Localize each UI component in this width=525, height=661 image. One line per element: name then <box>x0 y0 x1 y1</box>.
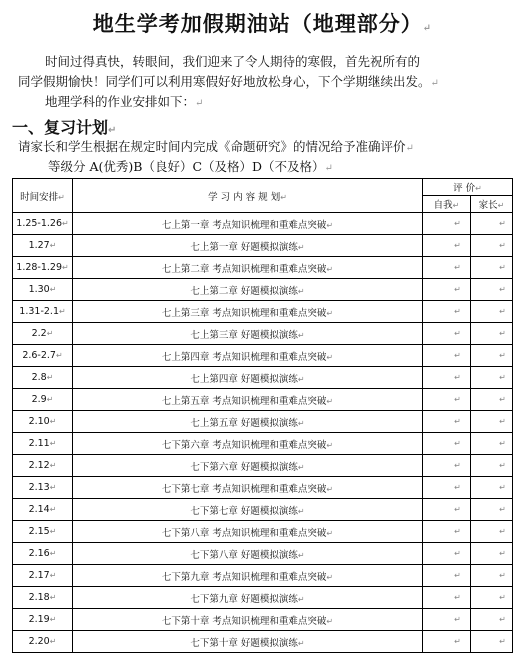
parent-eval-cell[interactable]: ↵ <box>471 235 513 257</box>
grade-scale-line <box>48 157 333 178</box>
parent-eval-cell[interactable]: ↵ <box>471 389 513 411</box>
row-content: 七下第六章 考点知识梳理和重难点突破↵ <box>73 433 423 455</box>
row-date: 2.19↵ <box>13 609 73 631</box>
self-eval-cell[interactable]: ↵ <box>423 257 471 279</box>
self-eval-cell[interactable]: ↵ <box>423 499 471 521</box>
table-row <box>13 609 513 631</box>
intro-line-1 <box>45 52 420 71</box>
row-date: 2.17↵ <box>13 565 73 587</box>
row-content: 七下第七章 考点知识梳理和重难点突破↵ <box>73 477 423 499</box>
parent-eval-cell[interactable]: ↵ <box>471 565 513 587</box>
row-date: 2.16↵ <box>13 543 73 565</box>
self-eval-cell[interactable]: ↵ <box>423 433 471 455</box>
row-content: 七上第一章 好题模拟演练↵ <box>73 235 423 257</box>
row-date: 2.13↵ <box>13 477 73 499</box>
title-text: 地生学考加假期油站（地理部分） <box>92 11 423 36</box>
table-row <box>13 477 513 499</box>
parent-eval-cell[interactable]: ↵ <box>471 213 513 235</box>
self-eval-cell[interactable]: ↵ <box>423 389 471 411</box>
parent-eval-cell[interactable]: ↵ <box>471 367 513 389</box>
parent-eval-cell[interactable]: ↵ <box>471 477 513 499</box>
paragraph-mark-icon: ↵ <box>422 23 433 34</box>
table-row <box>13 279 513 301</box>
row-date: 2.11↵ <box>13 433 73 455</box>
table-row <box>13 323 513 345</box>
intro-line-3-text: 地理学科的作业安排如下： <box>45 94 196 109</box>
parent-eval-cell[interactable]: ↵ <box>471 499 513 521</box>
self-eval-cell[interactable]: ↵ <box>423 631 471 653</box>
paragraph-mark-icon: ↵ <box>405 143 414 154</box>
row-date: 2.20↵ <box>13 631 73 653</box>
row-content: 七上第三章 考点知识梳理和重难点突破↵ <box>73 301 423 323</box>
self-eval-cell[interactable]: ↵ <box>423 301 471 323</box>
self-eval-cell[interactable]: ↵ <box>423 455 471 477</box>
table-row <box>13 455 513 477</box>
col-header-self: 自我↵ <box>423 196 471 213</box>
row-date: 2.12↵ <box>13 455 73 477</box>
self-eval-cell[interactable]: ↵ <box>423 367 471 389</box>
row-date: 1.27↵ <box>13 235 73 257</box>
parent-eval-cell[interactable]: ↵ <box>471 279 513 301</box>
row-content: 七下第九章 好题模拟演练↵ <box>73 587 423 609</box>
intro-line-3 <box>45 92 203 113</box>
row-content: 七上第二章 好题模拟演练↵ <box>73 279 423 301</box>
row-date: 2.14↵ <box>13 499 73 521</box>
intro-line-1-text: 时间过得真快，转眼间，我们迎来了令人期待的寒假，首先祝所有的 <box>45 54 421 69</box>
table-row <box>13 389 513 411</box>
self-eval-cell[interactable]: ↵ <box>423 609 471 631</box>
table-row <box>13 521 513 543</box>
row-content: 七下第八章 考点知识梳理和重难点突破↵ <box>73 521 423 543</box>
study-plan-table <box>12 178 513 653</box>
row-content: 七上第一章 考点知识梳理和重难点突破↵ <box>73 213 423 235</box>
table-row <box>13 565 513 587</box>
col-header-parent: 家长↵ <box>471 196 513 213</box>
parent-eval-cell[interactable]: ↵ <box>471 455 513 477</box>
row-date: 2.6-2.7↵ <box>13 345 73 367</box>
table-row <box>13 499 513 521</box>
row-content: 七下第七章 好题模拟演练↵ <box>73 499 423 521</box>
parent-eval-cell[interactable]: ↵ <box>471 543 513 565</box>
table-row <box>13 345 513 367</box>
row-date: 2.2↵ <box>13 323 73 345</box>
parent-eval-cell[interactable]: ↵ <box>471 433 513 455</box>
row-date: 2.10↵ <box>13 411 73 433</box>
col-header-content: 学 习 内 容 规 划↵ <box>73 179 423 213</box>
table-row <box>13 257 513 279</box>
self-eval-cell[interactable]: ↵ <box>423 565 471 587</box>
row-content: 七下第九章 考点知识梳理和重难点突破↵ <box>73 565 423 587</box>
row-content: 七下第十章 考点知识梳理和重难点突破↵ <box>73 609 423 631</box>
paragraph-mark-icon: ↵ <box>324 163 333 174</box>
paragraph-mark-icon: ↵ <box>430 78 439 89</box>
row-content: 七上第五章 考点知识梳理和重难点突破↵ <box>73 389 423 411</box>
intro-line-2-text: 同学假期愉快！同学们可以利用寒假好好地放松身心，下个学期继续出发。 <box>18 74 431 89</box>
row-content: 七上第三章 好题模拟演练↵ <box>73 323 423 345</box>
table-row <box>13 587 513 609</box>
row-date: 2.15↵ <box>13 521 73 543</box>
row-date: 2.8↵ <box>13 367 73 389</box>
row-date: 1.28-1.29↵ <box>13 257 73 279</box>
parent-eval-cell[interactable]: ↵ <box>471 587 513 609</box>
row-content: 七上第四章 好题模拟演练↵ <box>73 367 423 389</box>
parent-eval-cell[interactable]: ↵ <box>471 631 513 653</box>
parent-eval-cell[interactable]: ↵ <box>471 257 513 279</box>
parent-eval-cell[interactable]: ↵ <box>471 301 513 323</box>
table-row <box>13 235 513 257</box>
grade-scale-text: 等级分 A(优秀)B（良好）C（及格）D（不及格） <box>48 159 325 174</box>
table-row <box>13 301 513 323</box>
self-eval-cell[interactable]: ↵ <box>423 323 471 345</box>
col-header-eval: 评 价↵ <box>423 179 513 196</box>
page-title <box>0 8 525 38</box>
self-eval-cell[interactable]: ↵ <box>423 477 471 499</box>
row-content: 七下第六章 好题模拟演练↵ <box>73 455 423 477</box>
row-date: 2.9↵ <box>13 389 73 411</box>
table-row <box>13 433 513 455</box>
instruction-line <box>18 137 414 158</box>
row-content: 七上第四章 考点知识梳理和重难点突破↵ <box>73 345 423 367</box>
paragraph-mark-icon: ↵ <box>195 98 204 109</box>
section-heading <box>12 115 116 138</box>
col-header-time: 时间安排↵ <box>13 179 73 213</box>
row-content: 七上第五章 好题模拟演练↵ <box>73 411 423 433</box>
self-eval-cell[interactable]: ↵ <box>423 345 471 367</box>
self-eval-cell[interactable]: ↵ <box>423 279 471 301</box>
parent-eval-cell[interactable]: ↵ <box>471 345 513 367</box>
self-eval-cell[interactable]: ↵ <box>423 411 471 433</box>
paragraph-mark-icon: ↵ <box>108 125 117 136</box>
parent-eval-cell[interactable]: ↵ <box>471 411 513 433</box>
row-date: 1.31-2.1↵ <box>13 301 73 323</box>
intro-line-2 <box>18 72 439 93</box>
parent-eval-cell[interactable]: ↵ <box>471 521 513 543</box>
table-body <box>13 213 513 653</box>
self-eval-cell[interactable]: ↵ <box>423 235 471 257</box>
row-content: 七下第八章 好题模拟演练↵ <box>73 543 423 565</box>
table-row <box>13 213 513 235</box>
row-content: 七上第二章 考点知识梳理和重难点突破↵ <box>73 257 423 279</box>
row-date: 1.30↵ <box>13 279 73 301</box>
parent-eval-cell[interactable]: ↵ <box>471 609 513 631</box>
table-row <box>13 367 513 389</box>
row-date: 1.25-1.26↵ <box>13 213 73 235</box>
row-date: 2.18↵ <box>13 587 73 609</box>
table-row <box>13 631 513 653</box>
table-row <box>13 411 513 433</box>
table-header-row <box>13 179 513 196</box>
self-eval-cell[interactable]: ↵ <box>423 213 471 235</box>
self-eval-cell[interactable]: ↵ <box>423 543 471 565</box>
instruction-text: 请家长和学生根据在规定时间内完成《命题研究》的情况给予准确评价 <box>18 139 406 154</box>
self-eval-cell[interactable]: ↵ <box>423 587 471 609</box>
self-eval-cell[interactable]: ↵ <box>423 521 471 543</box>
section-heading-text: 一、复习计划 <box>12 118 109 137</box>
parent-eval-cell[interactable]: ↵ <box>471 323 513 345</box>
table-row <box>13 543 513 565</box>
row-content: 七下第十章 好题模拟演练↵ <box>73 631 423 653</box>
